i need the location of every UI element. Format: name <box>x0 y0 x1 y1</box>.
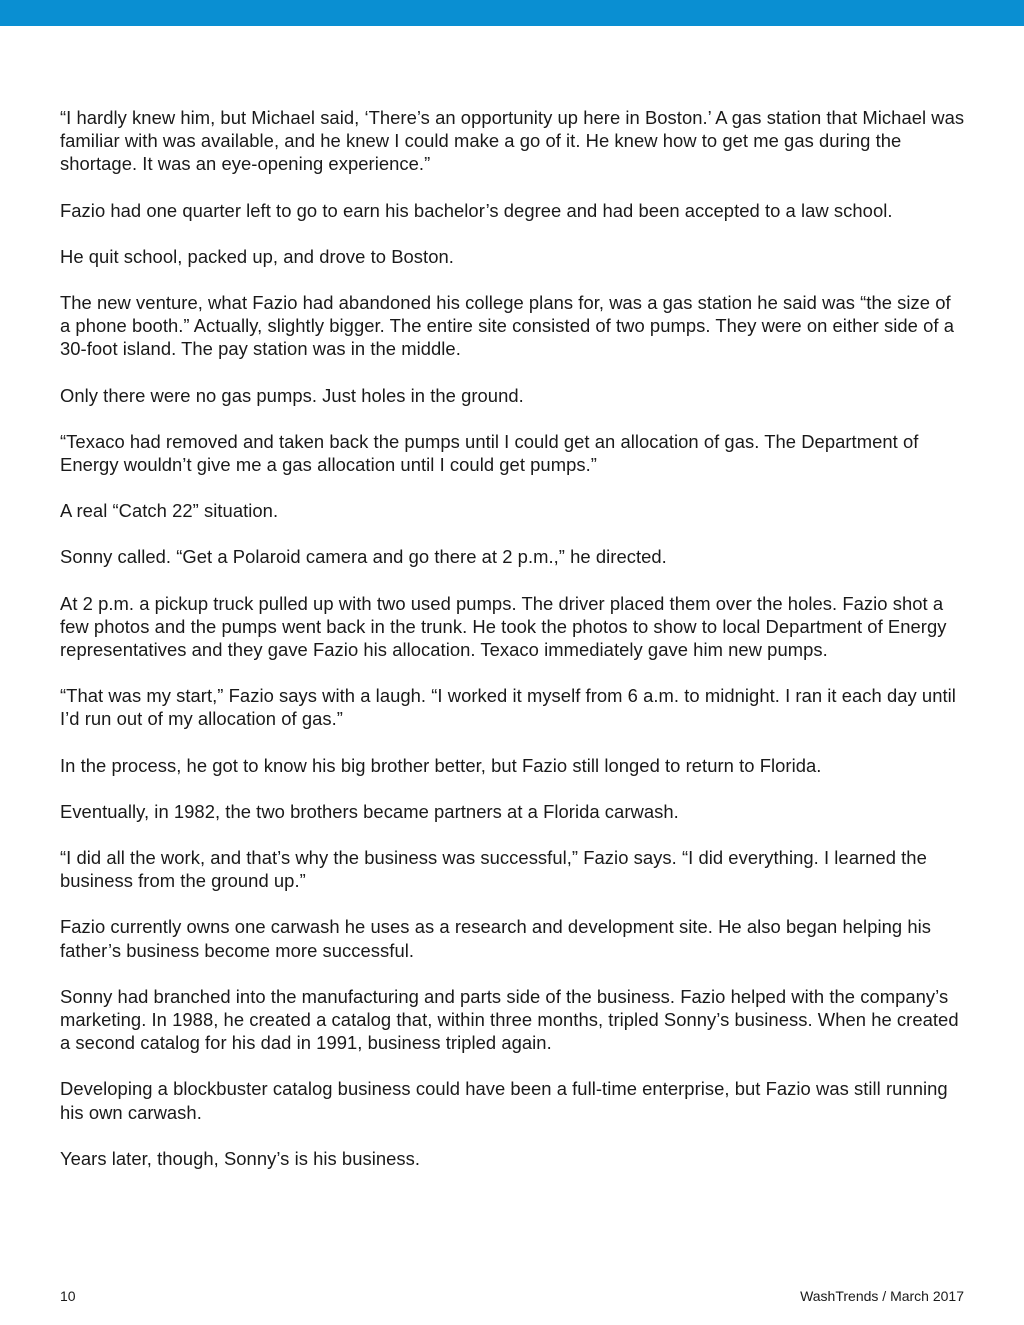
paragraph: “I hardly knew him, but Michael said, ‘There’s an opportunity up here in Boston.’ A gas station that Michael was familiar with was available, and he knew I could make a go of it. He knew how to get me gas during the shortage. It was an eye-opening experience.” <box>60 107 965 175</box>
paragraph: “That was my start,” Fazio says with a laugh. “I worked it myself from 6 a.m. to midnight. I ran it each day until I’d run out of my allocation of gas.” <box>60 685 956 730</box>
page-number: 10 <box>60 1288 76 1304</box>
paragraph: “I did all the work, and that’s why the business was successful,” Fazio says. “I did everything. I learned the business from the ground up.” <box>60 847 927 892</box>
paragraph: Fazio currently owns one carwash he uses as a research and development site. He also began helping his father’s business become more successful. <box>60 916 931 961</box>
paragraph: The new venture, what Fazio had abandoned his college plans for, was a gas station he said was “the size of a phone booth.” Actually, slightly bigger. The entire site consisted of two pumps. They were on either side of a 30-foot island. The pay station was in the middle. <box>60 292 954 360</box>
paragraph: He quit school, packed up, and drove to Boston. <box>60 245 454 267</box>
paragraph: Eventually, in 1982, the two brothers became partners at a Florida carwash. <box>60 800 679 822</box>
paragraph: Developing a blockbuster catalog business could have been a full-time enterprise, but Fazio was still running his own carwash. <box>60 1078 948 1123</box>
paragraph: In the process, he got to know his big brother better, but Fazio still longed to return to Florida. <box>60 754 822 776</box>
publication-credit: WashTrends / March 2017 <box>800 1288 964 1304</box>
paragraph: Sonny called. “Get a Polaroid camera and go there at 2 p.m.,” he directed. <box>60 546 667 568</box>
header-accent-bar <box>0 0 1024 26</box>
page-footer <box>60 1287 964 1307</box>
article-body <box>60 106 965 1193</box>
paragraph: Sonny had branched into the manufacturing and parts side of the business. Fazio helped with the company’s marketing. In 1988, he created a catalog that, within three months, tripled Sonny’s business. When he created a second catalog for his dad in 1991, business tripled again. <box>60 985 959 1054</box>
paragraph: “Texaco had removed and taken back the pumps until I could get an allocation of gas. The Department of Energy wouldn’t give me a gas allocation until I could get pumps.” <box>60 430 919 476</box>
paragraph: Only there were no gas pumps. Just holes in the ground. <box>60 384 524 406</box>
paragraph: At 2 p.m. a pickup truck pulled up with two used pumps. The driver placed them over the holes. Fazio shot a few photos and the pumps went back in the trunk. He took the photos to show to local Department of Energy representatives and they gave Fazio his allocation. Texaco immediately gave him new pumps. <box>60 592 947 661</box>
paragraph: Fazio had one quarter left to go to earn his bachelor’s degree and had been accepted to a law school. <box>60 199 893 221</box>
paragraph: A real “Catch 22” situation. <box>60 500 279 522</box>
paragraph: Years later, though, Sonny’s is his business. <box>60 1147 421 1169</box>
